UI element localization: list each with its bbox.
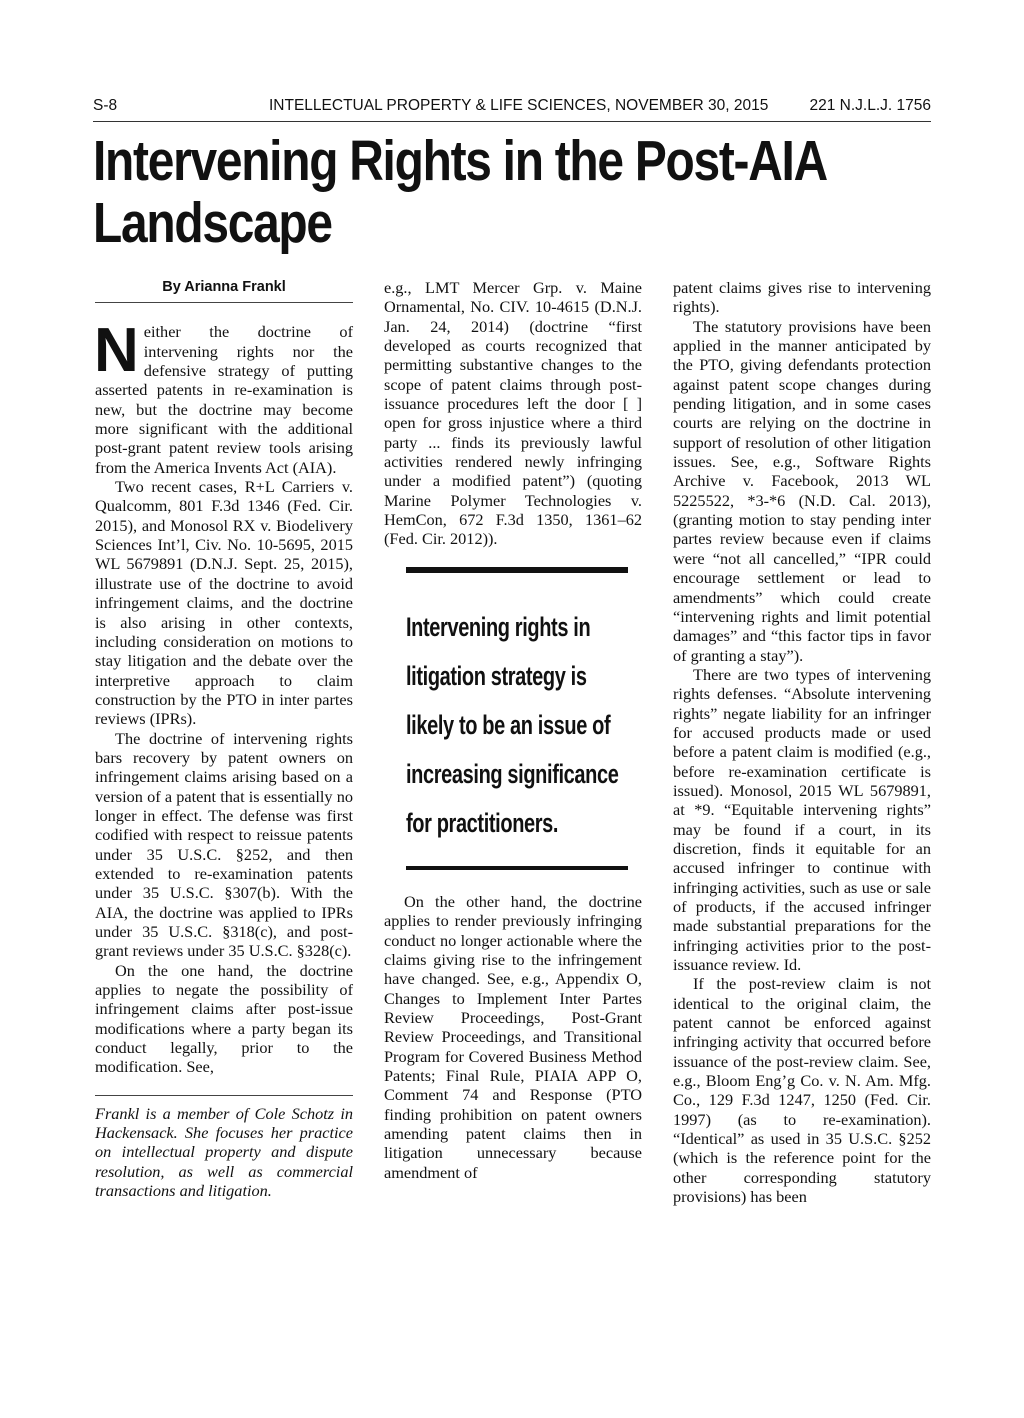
column-1: [95, 278, 353, 1200]
pull-quote-text: Intervening rights in litigation strategy is likely to be an issue of increasing significance for practitioners.: [406, 611, 619, 838]
drop-cap: N: [94, 316, 139, 386]
paragraph: The statutory provisions have been applied in the manner anticipated by the PTO, giving defendants protection against patent scope changes during pending litigation, and in some cases courts are relying on the doctrine in support of resolution of other litigation issues. See, e.g., Software Rights Archive v. Facebook, 2013 WL 5225522, *3-*6 (N.D. Cal. 2013), (granting motion to stay pending inter partes review because even if claims were “not all cancelled,” “IPR could encourage settlement or lead to amendments” which could create “intervening rights and limit potential damages” and “this factor tips in favor of granting a stay”).: [673, 316, 931, 665]
paragraph: On the other hand, the doctrine applies to render previously infringing conduct no longer actionable where the claims giving rise to the infringement have changed. See, e.g., Appendix O, Changes to Implement Inter Partes Review Proceedings, Post-Grant Review Proceedings, and Transitional Program for Covered Business Method Patents; Final Rule, PIAIA APP O, Comment 74 and Response (PTO finding prohibition on patent owners amending patent claims then in litigation unnecessary because amendment of: [384, 891, 642, 1182]
paragraph: If the post-review claim is not identical to the original claim, the patent cannot be enforced against infringing activity that occurred before issuance of the post-review claim. See, e.g., Bloom Eng’g Co. v. N. Am. Mfg. Co., 129 F.3d 1247, 1250 (Fed. Cir. 1997) (as to re-examination). “Identical” as used in 35 U.S.C. §252 (which is the reference point for the other corresponding statutory provisions) has been: [673, 974, 931, 1207]
paragraph-intro: [94, 316, 353, 477]
paragraph-intro-text: either the doctrine of intervening rights nor the defensive strategy of putting asserted patents in re-examination is new, but the doctrine may become more significant with the additional post-grant patent review tools arising from the America Invents Act (AIA).: [95, 322, 353, 477]
publication-name: INTELLECTUAL PROPERTY & LIFE SCIENCES, NOVEMBER 30, 2015: [269, 97, 769, 114]
paragraph: There are two types of intervening rights defenses. “Absolute intervening rights” negate liability for an infringer for accused products made or used before a patent claim is modified (e.g., before re-examination certificate is issued). Monosol, 2015 WL 5679891, at *9. “Equitable intervening rights” may be found if a court, in its discretion, finds it equitable for an accused infringer to continue with infringing activities, such as use or sale of products, if the accused infringer made substantial preparations for the infringing activities prior to the post-issuance review. Id.: [673, 664, 931, 975]
paragraph: e.g., LMT Mercer Grp. v. Maine Ornamental, No. CIV. 10-4615 (D.N.J. Jan. 24, 2014) (doctrine “first developed as courts recognized that permitting substantive changes to the scope of patent claims through post-issuance procedures left the door [ ] open for gross injustice where a third party ... finds its previously lawful activities rendered newly infringing under a modified patent”) (quoting Marine Polymer Technologies v. HemCon, 672 F.3d 1350, 1361–62 (Fed. Cir. 2012)).: [384, 278, 642, 549]
title-line-1: Intervening Rights in the Post-AIA: [93, 129, 827, 193]
paragraph: On the one hand, the doctrine applies to negate the possibility of infringement claims after post-issue modifications where a party began its conduct legally, prior to the modification. See,: [95, 960, 353, 1077]
article-title: [93, 129, 827, 255]
column-3: [673, 278, 931, 1207]
author-bio-text: Frankl is a member of Cole Schotz in Hackensack. She focuses her practice on intellectual property and dispute resolution, as well as commercial transactions and litigation.: [95, 1103, 353, 1201]
running-header: [93, 97, 931, 122]
paragraph: patent claims gives rise to intervening rights).: [673, 278, 931, 317]
citation: 221 N.J.L.J. 1756: [809, 97, 931, 114]
page-number: S-8: [93, 97, 118, 114]
byline: By Arianna Frankl: [95, 278, 353, 303]
paragraph: Two recent cases, R+L Carriers v. Qualcomm, 801 F.3d 1346 (Fed. Cir. 2015), and Monosol RX v. Biodelivery Sciences Int’l, Civ. No. 10-5695, 2015 WL 5679891 (D.N.J. Sept. 25, 2015), illustrate use of the doctrine to avoid infringement claims, and the doctrine is also arising in other contexts, including consideration on motions to stay litigation and the debate over the interpretive approach to claim construction by the PTO in inter partes reviews (IPRs).: [95, 477, 353, 729]
pull-quote: [406, 567, 628, 870]
pull-quote-bottom-rule: [406, 866, 628, 870]
column-2: [384, 278, 642, 1182]
paragraph: The doctrine of intervening rights bars recovery by patent owners on infringement claims arising based on a version of a patent that is essentially no longer in effect. The defense was first codified with respect to reissue patents under 35 U.S.C. §252, and then extended to re-examination patents under 35 U.S.C. §307(b). With the AIA, the doctrine was applied to IPRs under 35 U.S.C. §318(c), and post-grant reviews under 35 U.S.C. §328(c).: [95, 728, 353, 961]
title-line-2: Landscape: [93, 191, 332, 255]
author-bio: [95, 1095, 353, 1201]
